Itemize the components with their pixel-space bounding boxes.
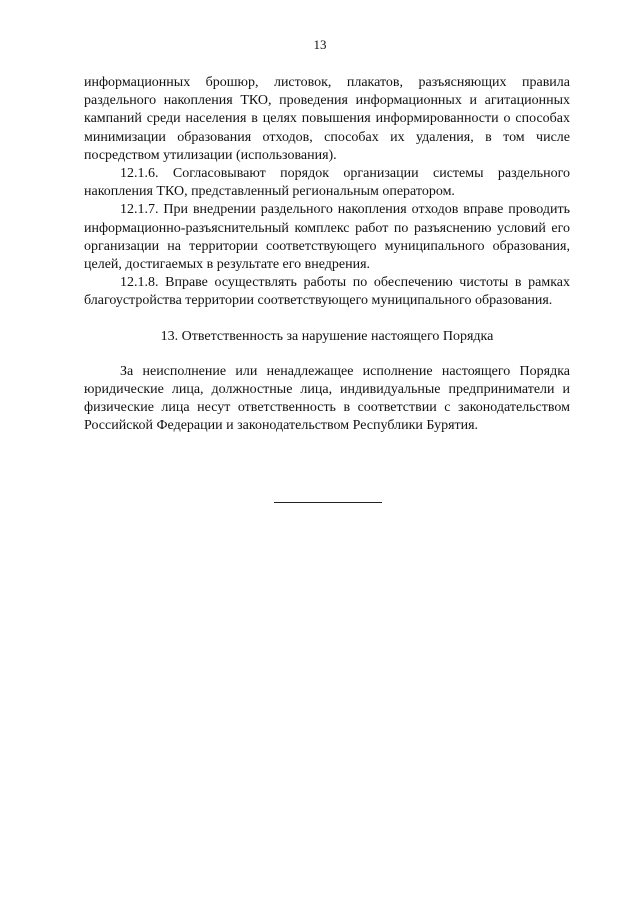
- paragraph-12-1-7: 12.1.7. При внедрении раздельного накопления отходов вправе проводить информационно-разъяснительный комплекс работ по разъяснению условий его организации на территории соответствующего муниципального образования, целей, достигаемых в результате его внедрения.: [84, 202, 570, 273]
- paragraph-brochures: информационных брошюр, листовок, плакатов, разъясняющих правила раздельного накопления ТКО, проведения информационных и агитационных кампаний среди населения в целях повышения информированности о способах минимизации образования отходов, способах их удаления, в том числе посредством утилизации (использования).: [84, 75, 570, 163]
- page-number: 13: [313, 37, 327, 52]
- section-heading-13: 13. Ответственность за нарушение настоящего Порядка: [160, 328, 494, 344]
- paragraph-12-1-8: 12.1.8. Вправе осуществлять работы по обеспечению чистоты в рамках благоустройства территории соответствующего муниципального образования.: [84, 275, 570, 309]
- closing-divider: [274, 502, 382, 503]
- document-body: [84, 74, 570, 436]
- paragraph-responsibility: За неисполнение или ненадлежащее исполнение настоящего Порядка юридические лица, должностные лица, индивидуальные предприниматели и физические лица несут ответственность в соответствии с законодательством Российской Федерации и законодательством Республики Бурятия.: [84, 363, 570, 434]
- paragraph-12-1-6: 12.1.6. Согласовывают порядок организации системы раздельного накопления ТКО, представленный региональным оператором.: [84, 166, 570, 200]
